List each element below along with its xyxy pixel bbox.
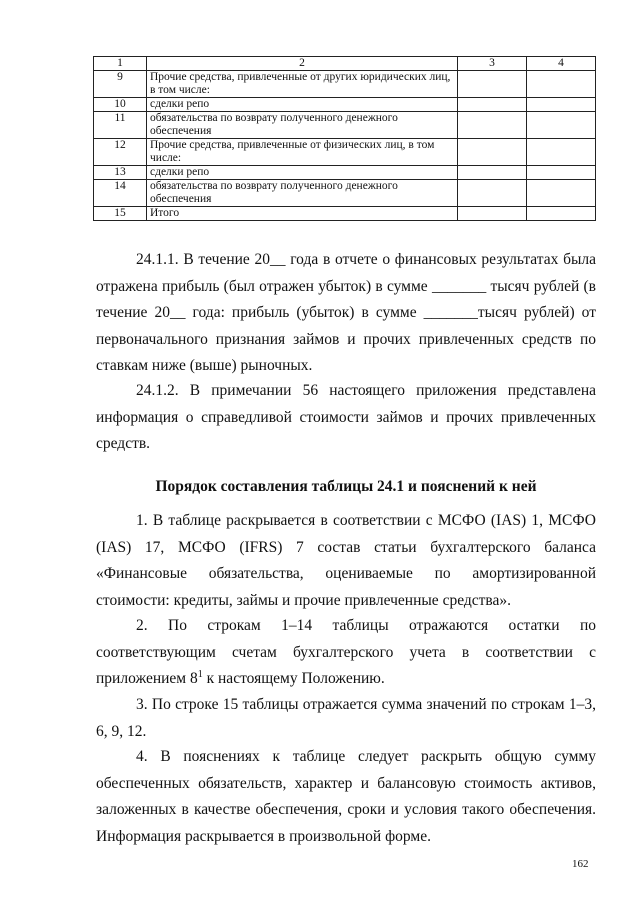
paragraph-24-1-1: 24.1.1. В течение 20__ года в отчете о финансовых результатах была отражена прибыль (был отражен убыток) в сумме _______ тысяч рублей (в течение 20__ года: прибыль (убыток) в сумме _______тысяч рублей) от первоначального признания займов и прочих привлеченных средств по ставкам ниже (выше) рыночных. (96, 251, 596, 374)
data-table (93, 56, 596, 221)
value-cell (527, 112, 596, 139)
row-number: 9 (94, 71, 147, 98)
value-cell (527, 98, 596, 112)
row-label: сделки репо (147, 98, 458, 112)
row-number: 10 (94, 98, 147, 112)
row-label: обязательства по возврату полученного денежного обеспечения (147, 112, 458, 139)
table-header-row (94, 57, 596, 71)
value-cell (458, 207, 527, 221)
paragraph-item-1: 1. В таблице раскрывается в соответствии с МСФО (IAS) 1, МСФО (IAS) 17, МСФО (IFRS) 7 состав статьи бухгалтерского баланса «Финансовые обязательства, оцениваемые по амортизированной стоимости: кредиты, займы и прочие привлеченные средства». (96, 512, 596, 609)
paragraph-24-1-2: 24.1.2. В примечании 56 настоящего приложения представлена информация о справедливой стоимости займов и прочих привлеченных средств. (96, 382, 596, 452)
header-cell: 2 (147, 57, 458, 71)
header-cell: 1 (94, 57, 147, 71)
value-cell (458, 112, 527, 139)
row-label: Итого (147, 207, 458, 221)
table-row (94, 180, 596, 207)
row-number: 15 (94, 207, 147, 221)
paragraph-item-3: 3. По строке 15 таблицы отражается сумма значений по строкам 1–3, 6, 9, 12. (96, 696, 596, 740)
value-cell (458, 139, 527, 166)
value-cell (527, 207, 596, 221)
value-cell (527, 139, 596, 166)
header-cell: 4 (527, 57, 596, 71)
value-cell (458, 98, 527, 112)
paragraph-item-4: 4. В пояснениях к таблице следует раскрыть общую сумму обеспеченных обязательств, характер и балансовую стоимость активов, заложенных в качестве обеспечения, сроки и условия такого обеспечения. Информация раскрывается в произвольной форме. (96, 748, 596, 845)
paragraph-item-2 (96, 613, 596, 693)
value-cell (527, 180, 596, 207)
footnote-superscript: 1 (197, 668, 203, 680)
paragraph-item-2-text: 2. По строкам 1–14 таблицы отражаются остатки по соответствующим счетам бухгалтерского учета в соответствии с приложением 8 (96, 617, 596, 687)
value-cell (458, 180, 527, 207)
table-row (94, 71, 596, 98)
section-heading: Порядок составления таблицы 24.1 и пояснений к ней (155, 478, 537, 495)
row-number: 12 (94, 139, 147, 166)
row-label: сделки репо (147, 166, 458, 180)
value-cell (527, 166, 596, 180)
row-number: 14 (94, 180, 147, 207)
value-cell (458, 166, 527, 180)
table-row (94, 207, 596, 221)
table-row (94, 166, 596, 180)
paragraph-item-2-tail: к настоящему Положению. (202, 670, 385, 687)
row-label: обязательства по возврату полученного денежного обеспечения (147, 180, 458, 207)
table-row (94, 139, 596, 166)
row-label: Прочие средства, привлеченные от других юридических лиц, в том числе: (147, 71, 458, 98)
page-number: 162 (572, 858, 589, 870)
row-number: 13 (94, 166, 147, 180)
row-label: Прочие средства, привлеченные от физических лиц, в том числе: (147, 139, 458, 166)
table-row (94, 112, 596, 139)
table-row (94, 98, 596, 112)
value-cell (458, 71, 527, 98)
header-cell: 3 (458, 57, 527, 71)
value-cell (527, 71, 596, 98)
row-number: 11 (94, 112, 147, 139)
